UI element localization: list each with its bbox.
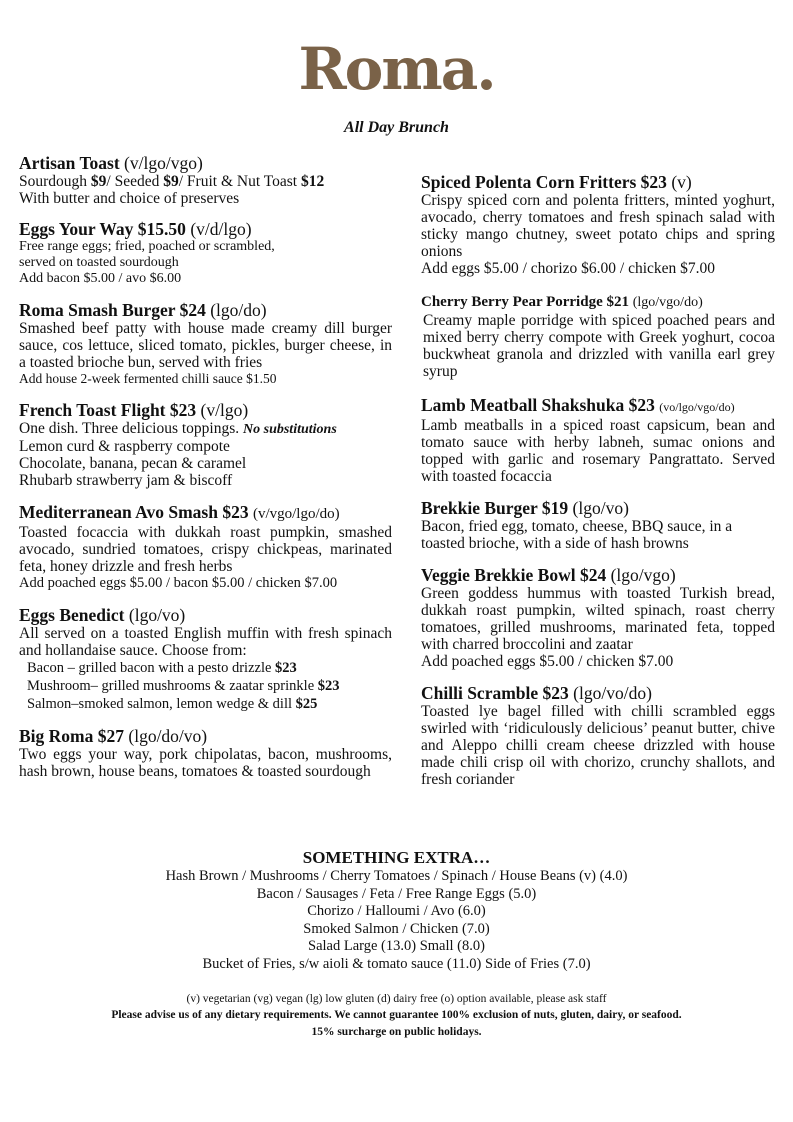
item-title: Brekkie Burger $19 (lgo/vo) <box>421 498 629 518</box>
benedict-option-bacon: Bacon – grilled bacon with a pesto drizzle $23 <box>27 660 297 676</box>
menu-item-eggs-your-way <box>19 220 392 287</box>
item-description: Creamy maple porridge with spiced poached pears and mixed berry cherry compote with Greek yoghurt, cocoa buckwheat granola and drizzled with vanilla earl grey syrup <box>423 312 775 380</box>
item-title: Eggs Benedict (lgo/vo) <box>19 605 186 625</box>
item-description: Bacon, fried egg, tomato, cheese, BBQ sauce, in a toasted brioche, with a side of hash browns <box>421 518 733 552</box>
extra-line: Chorizo / Halloumi / Avo (6.0) <box>307 903 486 919</box>
extra-line: Smoked Salmon / Chicken (7.0) <box>303 920 490 937</box>
menu-item-lamb-shakshuka <box>421 396 775 485</box>
item-title: Roma Smash Burger $24 (lgo/do) <box>19 300 267 320</box>
roma-logo: Roma. <box>298 35 495 103</box>
menu-item-roma-smash-burger <box>19 301 392 387</box>
item-title: Cherry Berry Pear Porridge $21 (lgo/vgo/do) <box>421 294 703 310</box>
item-title: French Toast Flight $23 (v/lgo) <box>19 400 249 420</box>
menu-subtitle: All Day Brunch <box>344 119 449 136</box>
allergy-notice: Please advise us of any dietary requirements. We cannot guarantee 100% exclusion of nuts, gluten, dairy, or seafood. <box>111 1009 682 1021</box>
item-title: Eggs Your Way $15.50 (v/d/lgo) <box>19 219 252 239</box>
item-description: All served on a toasted English muffin with fresh spinach and hollandaise sauce. Choose from: <box>19 625 392 659</box>
item-description: Green goddess hummus with toasted Turkish bread, dukkah roast pumpkin, wilted spinach, roast cherry tomatoes, grilled mushrooms, marinated feta, topped with charred broccolini and zaatar <box>421 585 775 653</box>
item-description: Lemon curd & raspberry compote <box>19 438 230 455</box>
something-extra-section <box>0 848 793 973</box>
menu-item-eggs-benedict <box>19 606 392 713</box>
menu-item-porridge <box>421 293 775 380</box>
left-column <box>19 154 392 790</box>
menu-item-chilli-scramble <box>421 684 775 788</box>
menu-item-mediterranean-avo-smash <box>19 503 392 592</box>
dietary-footer <box>0 991 793 1041</box>
item-title: Lamb Meatball Shakshuka $23 (vo/lgo/vgo/do) <box>421 395 735 415</box>
item-title: Artisan Toast (v/lgo/vgo) <box>19 153 203 173</box>
dietary-legend: (v) vegetarian (vg) vegan (lg) low gluten (d) dairy free (o) option available, please ask staff <box>186 993 607 1005</box>
item-description: Two eggs your way, pork chipolatas, bacon, mushrooms, hash brown, house beans, tomatoes & toasted sourdough <box>19 746 392 780</box>
menu-item-brekkie-burger <box>421 499 775 552</box>
surcharge-notice: 15% surcharge on public holidays. <box>311 1026 482 1038</box>
menu-item-veggie-brekkie-bowl <box>421 566 775 670</box>
item-description: Free range eggs; fried, poached or scrambled, <box>19 239 275 254</box>
item-description: served on toasted sourdough <box>19 255 179 270</box>
item-title: Big Roma $27 (lgo/do/vo) <box>19 726 208 746</box>
item-addon: Add poached eggs $5.00 / bacon $5.00 / chicken $7.00 <box>19 575 338 591</box>
item-description: Sourdough $9/ Seeded $9/ Fruit & Nut Toast $12 <box>19 173 325 190</box>
item-description: Rhubarb strawberry jam & biscoff <box>19 472 233 489</box>
item-addon: Add bacon $5.00 / avo $6.00 <box>19 271 182 286</box>
menu-item-artisan-toast <box>19 154 392 207</box>
item-description: With butter and choice of preserves <box>19 190 240 207</box>
benedict-option-salmon: Salmon–smoked salmon, lemon wedge & dill $25 <box>27 696 318 712</box>
benedict-option-mushroom: Mushroom– grilled mushrooms & zaatar sprinkle $23 <box>27 678 340 694</box>
extra-line: Bucket of Fries, s/w aioli & tomato sauce (11.0) Side of Fries (7.0) <box>202 955 591 972</box>
item-description: Chocolate, banana, pecan & caramel <box>19 455 247 472</box>
item-description: Toasted lye bagel filled with chilli scrambled eggs swirled with ‘ridiculously delicious’ peanut butter, chive and Aleppo chilli cream cheese drizzled with house made chili crisp oil with chorizo, crunchy shallots, and fresh coriander <box>421 703 775 788</box>
item-addon: Add eggs $5.00 / chorizo $6.00 / chicken $7.00 <box>421 260 716 277</box>
item-description: Toasted focaccia with dukkah roast pumpkin, smashed avocado, sundried tomatoes, crispy chickpeas, marinated feta, honey drizzle and fresh herbs <box>19 524 392 575</box>
extra-line: Salad Large (13.0) Small (8.0) <box>308 938 485 954</box>
item-title: Chilli Scramble $23 (lgo/vo/do) <box>421 683 652 703</box>
item-title: Veggie Brekkie Bowl $24 (lgo/vgo) <box>421 565 676 585</box>
item-description: Smashed beef patty with house made creamy dill burger sauce, cos lettuce, sliced tomato, pickles, burger cheese, in a toasted brioche bun, served with fries <box>19 320 392 371</box>
extra-line: Bacon / Sausages / Feta / Free Range Eggs (5.0) <box>256 885 537 902</box>
item-title: Spiced Polenta Corn Fritters $23 (v) <box>421 172 692 192</box>
right-column <box>421 173 775 798</box>
item-description: Lamb meatballs in a spiced roast capsicum, bean and tomato sauce with herby labneh, sumac onions and topped with garlic and rosemary Pangrattato. Served with toasted focaccia <box>421 417 775 485</box>
menu-item-french-toast-flight <box>19 401 392 489</box>
item-addon: Add poached eggs $5.00 / chicken $7.00 <box>421 653 674 670</box>
menu-item-big-roma <box>19 727 392 780</box>
item-title: Mediterranean Avo Smash $23 (v/vgo/lgo/do) <box>19 502 340 522</box>
extra-line: Hash Brown / Mushrooms / Cherry Tomatoes / Spinach / House Beans (v) (4.0) <box>165 868 628 884</box>
item-addon: Add house 2-week fermented chilli sauce $1.50 <box>19 371 277 386</box>
item-description: Crispy spiced corn and polenta fritters, minted yoghurt, avocado, cherry tomatoes and fresh spinach salad with sticky mango chutney, sweet potato chips and spring onions <box>421 192 775 260</box>
menu-item-polenta-fritters <box>421 173 775 277</box>
item-description: One dish. Three delicious toppings. No substitutions <box>19 420 337 437</box>
extra-title: SOMETHING EXTRA… <box>302 848 491 867</box>
